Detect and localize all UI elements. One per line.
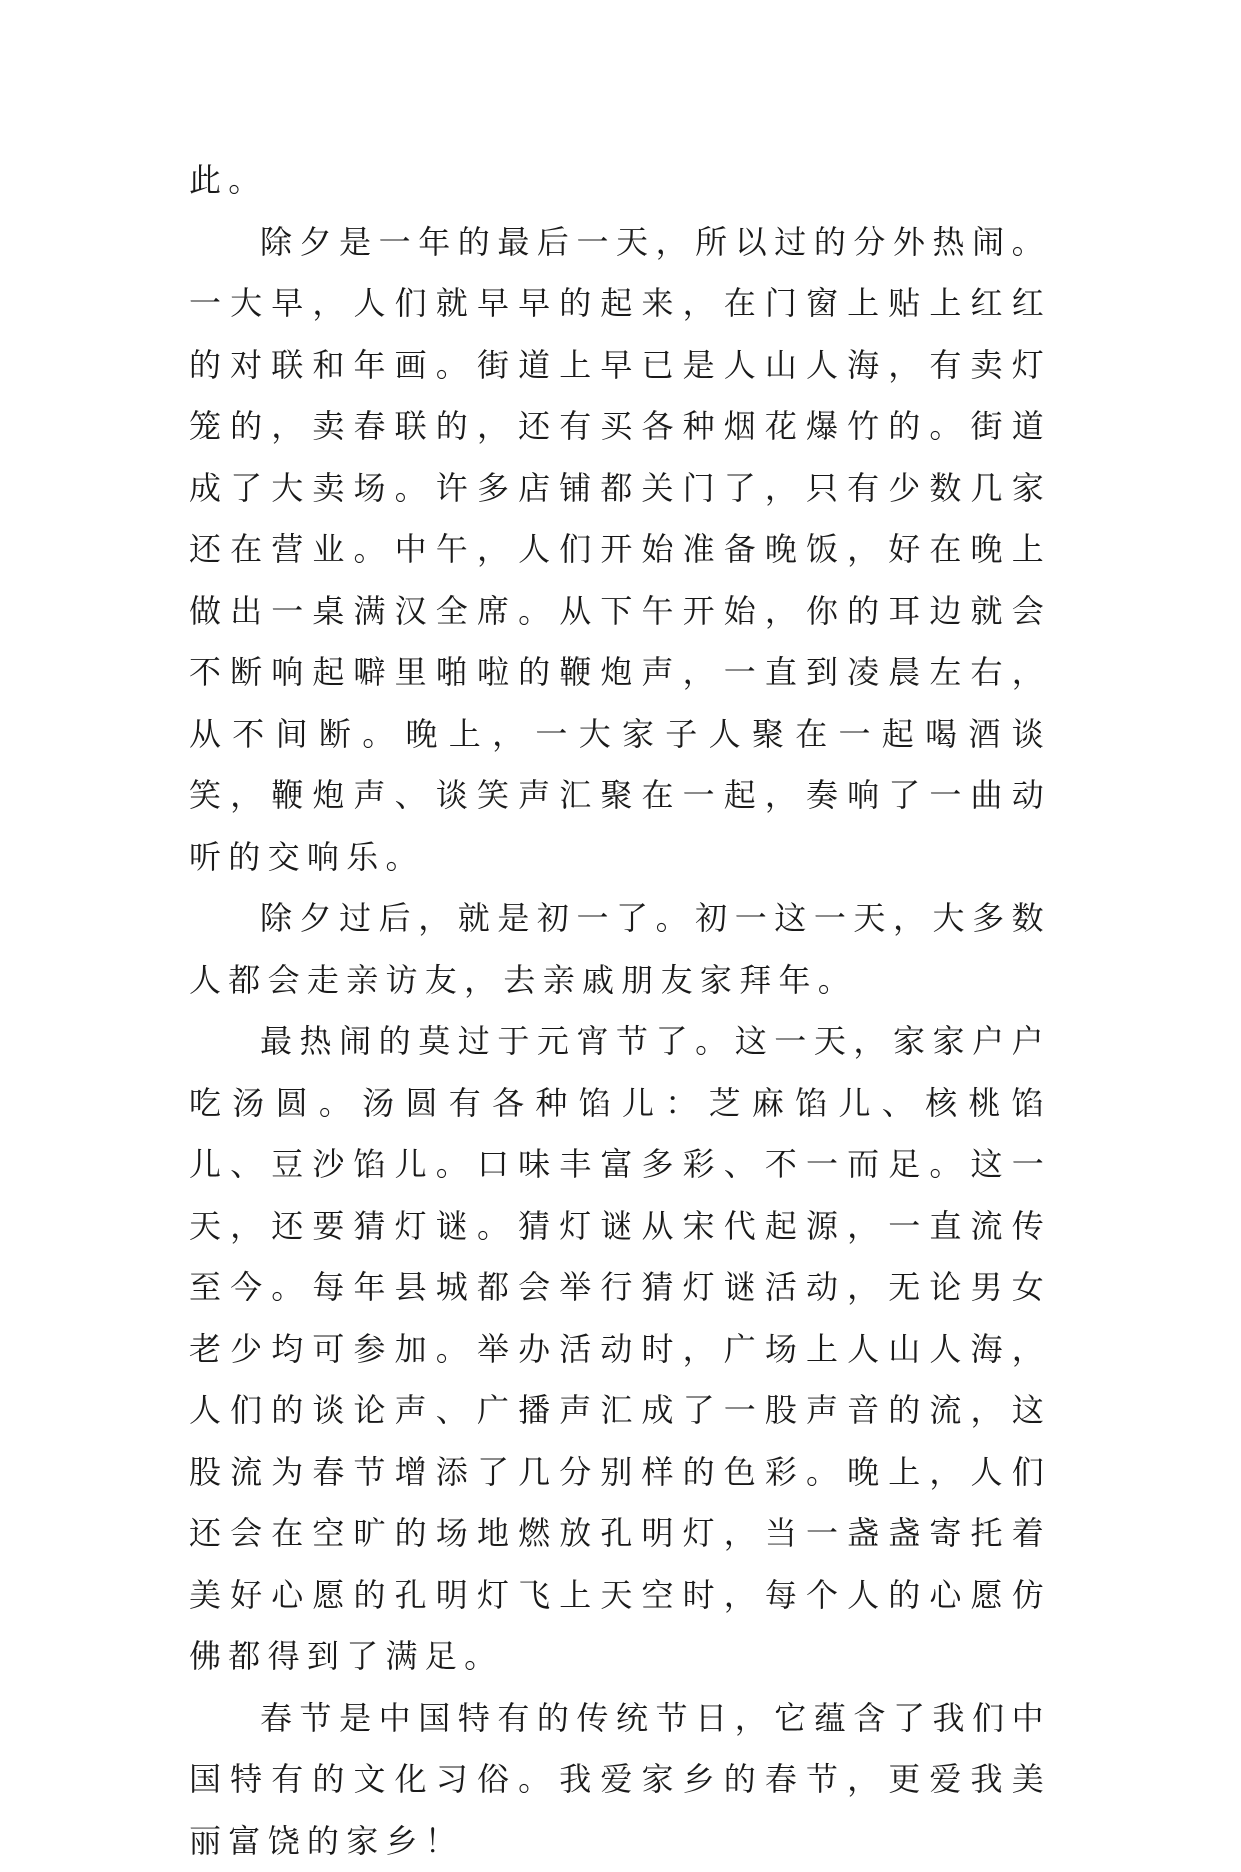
paragraph-conclusion: 春节是中国特有的传统节日，它蕴含了我们中国特有的文化习俗。我爱家乡的春节，更爱我美丽富饶的家乡！ xyxy=(189,1688,1051,1872)
paragraph-lantern-festival: 最热闹的莫过于元宵节了。这一天，家家户户吃汤圆。汤圆有各种馅儿：芝麻馅儿、核桃馅儿、豆沙馅儿。口味丰富多彩、不一而足。这一天，还要猜灯谜。猜灯谜从宋代起源，一直流传至今。每年县城都会举行猜灯谜活动，无论男女老少均可参加。举办活动时，广场上人山人海，人们的谈论声、广播声汇成了一股声音的流，这股流为春节增添了几分别样的色彩。晚上，人们还会在空旷的场地燃放孔明灯，当一盏盏寄托着美好心愿的孔明灯飞上天空时，每个人的心愿仿佛都得到了满足。 xyxy=(189,1011,1051,1688)
paragraph-continuation: 此。 xyxy=(189,150,1051,212)
paragraph-first-day: 除夕过后，就是初一了。初一这一天，大多数人都会走亲访友，去亲戚朋友家拜年。 xyxy=(189,888,1051,1011)
paragraph-new-years-eve: 除夕是一年的最后一天，所以过的分外热闹。一大早，人们就早早的起来，在门窗上贴上红红的对联和年画。街道上早已是人山人海，有卖灯笼的，卖春联的，还有买各种烟花爆竹的。街道成了大卖场。许多店铺都关门了，只有少数几家还在营业。中午，人们开始准备晚饭，好在晚上做出一桌满汉全席。从下午开始，你的耳边就会不断响起噼里啪啦的鞭炮声，一直到凌晨左右，从不间断。晚上，一大家子人聚在一起喝酒谈笑，鞭炮声、谈笑声汇聚在一起，奏响了一曲动听的交响乐。 xyxy=(189,212,1051,889)
document-page xyxy=(189,150,1051,1872)
